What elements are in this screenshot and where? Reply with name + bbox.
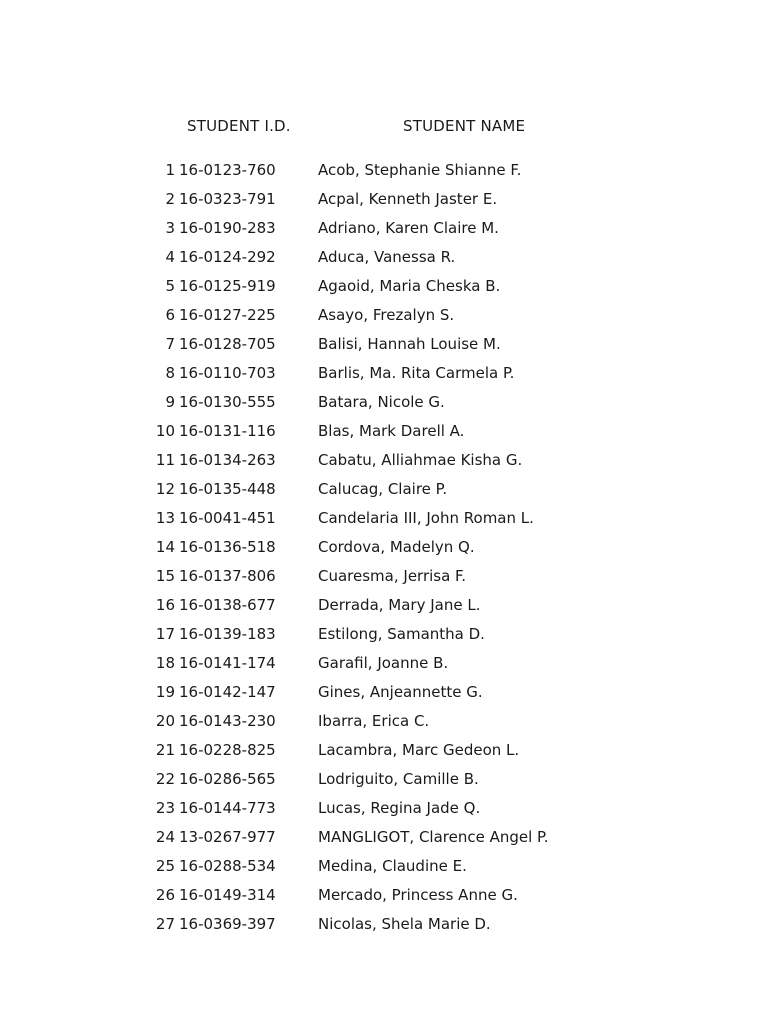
student-name: Estilong, Samantha D.	[318, 625, 485, 643]
row-number: 1	[165, 161, 175, 179]
row-number: 26	[155, 886, 175, 904]
student-row	[0, 364, 768, 393]
student-row	[0, 306, 768, 335]
student-id: 16-0124-292	[179, 248, 276, 266]
student-row	[0, 886, 768, 915]
student-name: Adriano, Karen Claire M.	[318, 219, 499, 237]
student-row	[0, 741, 768, 770]
student-id: 16-0128-705	[179, 335, 276, 353]
student-id: 16-0286-565	[179, 770, 276, 788]
student-row	[0, 219, 768, 248]
row-number: 4	[165, 248, 175, 266]
student-name-header: STUDENT NAME	[403, 117, 526, 135]
student-id: 16-0110-703	[179, 364, 276, 382]
row-number: 2	[165, 190, 175, 208]
row-number: 18	[155, 654, 175, 672]
student-name: Balisi, Hannah Louise M.	[318, 335, 501, 353]
student-row	[0, 538, 768, 567]
student-name: Nicolas, Shela Marie D.	[318, 915, 491, 933]
student-name: Garafil, Joanne B.	[318, 654, 449, 672]
student-id: 16-0137-806	[179, 567, 276, 585]
row-number: 23	[155, 799, 175, 817]
student-id: 16-0139-183	[179, 625, 276, 643]
student-row	[0, 509, 768, 538]
student-name: Lacambra, Marc Gedeon L.	[318, 741, 520, 759]
student-name: Batara, Nicole G.	[318, 393, 445, 411]
row-number: 3	[165, 219, 175, 237]
student-id: 16-0149-314	[179, 886, 276, 904]
student-name: Acpal, Kenneth Jaster E.	[318, 190, 498, 208]
student-name: Cabatu, Alliahmae Kisha G.	[318, 451, 523, 469]
student-name: Blas, Mark Darell A.	[318, 422, 465, 440]
student-row	[0, 683, 768, 712]
row-number: 13	[155, 509, 175, 527]
student-row	[0, 335, 768, 364]
student-row	[0, 393, 768, 422]
student-name: Cordova, Madelyn Q.	[318, 538, 475, 556]
student-id: 16-0143-230	[179, 712, 276, 730]
student-id: 16-0138-677	[179, 596, 276, 614]
student-row	[0, 654, 768, 683]
row-number: 10	[155, 422, 175, 440]
row-number: 9	[165, 393, 175, 411]
student-row	[0, 770, 768, 799]
student-id: 16-0323-791	[179, 190, 276, 208]
student-name: Asayo, Frezalyn S.	[318, 306, 455, 324]
student-row	[0, 596, 768, 625]
student-name: Aduca, Vanessa R.	[318, 248, 456, 266]
student-id: 16-0190-283	[179, 219, 276, 237]
student-id: 16-0125-919	[179, 277, 276, 295]
student-row	[0, 190, 768, 219]
student-name: Mercado, Princess Anne G.	[318, 886, 518, 904]
row-number: 7	[165, 335, 175, 353]
row-number: 19	[155, 683, 175, 701]
student-name: Gines, Anjeannette G.	[318, 683, 483, 701]
student-id: 16-0130-555	[179, 393, 276, 411]
student-name: Agaoid, Maria Cheska B.	[318, 277, 501, 295]
student-id: 16-0127-225	[179, 306, 276, 324]
student-row	[0, 915, 768, 944]
student-name: Lodriguito, Camille B.	[318, 770, 479, 788]
student-row	[0, 712, 768, 741]
student-name: Candelaria III, John Roman L.	[318, 509, 534, 527]
student-id: 16-0136-518	[179, 538, 276, 556]
student-id: 16-0134-263	[179, 451, 276, 469]
row-number: 21	[155, 741, 175, 759]
row-number: 25	[155, 857, 175, 875]
student-id: 16-0141-174	[179, 654, 276, 672]
student-name: Cuaresma, Jerrisa F.	[318, 567, 467, 585]
row-number: 24	[155, 828, 175, 846]
student-rows	[0, 161, 768, 944]
student-row	[0, 480, 768, 509]
student-id: 16-0369-397	[179, 915, 276, 933]
row-number: 16	[155, 596, 175, 614]
student-id: 16-0123-760	[179, 161, 276, 179]
student-name: Derrada, Mary Jane L.	[318, 596, 481, 614]
student-row	[0, 277, 768, 306]
student-row	[0, 422, 768, 451]
student-id: 16-0131-116	[179, 422, 276, 440]
student-id: 16-0135-448	[179, 480, 276, 498]
student-row	[0, 451, 768, 480]
student-name: Medina, Claudine E.	[318, 857, 467, 875]
student-id: 13-0267-977	[179, 828, 276, 846]
student-row	[0, 828, 768, 857]
student-row	[0, 857, 768, 886]
student-name: Lucas, Regina Jade Q.	[318, 799, 481, 817]
student-id: 16-0144-773	[179, 799, 276, 817]
student-row	[0, 799, 768, 828]
student-id-header: STUDENT I.D.	[187, 117, 291, 135]
row-number: 17	[155, 625, 175, 643]
student-name: Ibarra, Erica C.	[318, 712, 430, 730]
row-number: 14	[155, 538, 175, 556]
row-number: 15	[155, 567, 175, 585]
row-number: 22	[155, 770, 175, 788]
row-number: 11	[155, 451, 175, 469]
student-name: Calucag, Claire P.	[318, 480, 448, 498]
student-id: 16-0228-825	[179, 741, 276, 759]
row-number: 8	[165, 364, 175, 382]
student-name: Acob, Stephanie Shianne F.	[318, 161, 522, 179]
student-name: Barlis, Ma. Rita Carmela P.	[318, 364, 515, 382]
row-number: 20	[155, 712, 175, 730]
student-row	[0, 161, 768, 190]
student-row	[0, 567, 768, 596]
student-id: 16-0142-147	[179, 683, 276, 701]
row-number: 27	[155, 915, 175, 933]
row-number: 5	[165, 277, 175, 295]
column-headers	[0, 117, 768, 137]
student-row	[0, 248, 768, 277]
student-id: 16-0041-451	[179, 509, 276, 527]
student-name: MANGLIGOT, Clarence Angel P.	[318, 828, 549, 846]
student-row	[0, 625, 768, 654]
row-number: 12	[155, 480, 175, 498]
student-id: 16-0288-534	[179, 857, 276, 875]
row-number: 6	[165, 306, 175, 324]
